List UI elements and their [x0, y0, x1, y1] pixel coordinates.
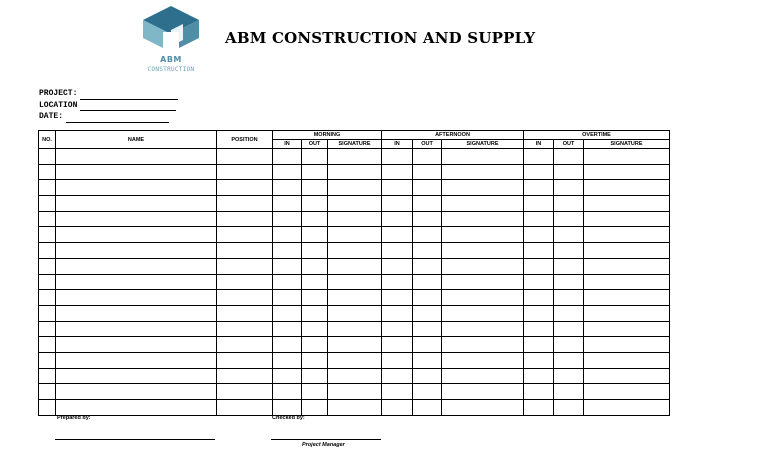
overtime-signature: SIGNATURE	[584, 140, 670, 149]
table-cell[interactable]	[524, 321, 554, 337]
table-cell[interactable]	[302, 337, 328, 353]
table-cell[interactable]	[217, 258, 273, 274]
table-cell[interactable]	[217, 274, 273, 290]
table-cell[interactable]	[584, 368, 670, 384]
location-field[interactable]	[39, 100, 178, 112]
table-row	[39, 368, 670, 384]
date-field[interactable]	[39, 111, 178, 123]
table-cell[interactable]	[413, 337, 442, 353]
table-cell[interactable]	[584, 274, 670, 290]
table-cell[interactable]	[554, 196, 584, 212]
table-cell[interactable]	[442, 227, 524, 243]
table-cell[interactable]	[302, 164, 328, 180]
table-cell[interactable]	[273, 337, 302, 353]
table-cell[interactable]	[39, 384, 56, 400]
table-cell[interactable]	[524, 290, 554, 306]
table-cell[interactable]	[39, 164, 56, 180]
table-cell[interactable]	[382, 227, 413, 243]
table-cell[interactable]	[56, 400, 217, 416]
table-cell[interactable]	[39, 337, 56, 353]
table-cell[interactable]	[554, 274, 584, 290]
table-row	[39, 290, 670, 306]
table-cell[interactable]	[413, 368, 442, 384]
table-cell[interactable]	[217, 196, 273, 212]
table-cell[interactable]	[554, 180, 584, 196]
logo-subtitle: CONSTRUCTION	[147, 66, 195, 73]
table-cell[interactable]	[584, 164, 670, 180]
table-cell[interactable]	[39, 258, 56, 274]
table-cell[interactable]	[39, 274, 56, 290]
table-cell[interactable]	[413, 258, 442, 274]
table-cell[interactable]	[442, 305, 524, 321]
morning-in: IN	[273, 140, 302, 149]
table-cell[interactable]	[554, 352, 584, 368]
table-cell[interactable]	[584, 180, 670, 196]
table-cell[interactable]	[273, 258, 302, 274]
table-cell[interactable]	[273, 290, 302, 306]
table-cell[interactable]	[302, 305, 328, 321]
table-cell[interactable]	[302, 211, 328, 227]
table-cell[interactable]	[524, 305, 554, 321]
table-cell[interactable]	[584, 400, 670, 416]
col-position: POSITION	[217, 131, 273, 149]
table-cell[interactable]	[273, 243, 302, 259]
location-line[interactable]	[80, 103, 176, 111]
table-cell[interactable]	[328, 337, 382, 353]
group-morning: MORNING	[273, 131, 382, 140]
table-cell[interactable]	[302, 400, 328, 416]
table-cell[interactable]	[56, 164, 217, 180]
table-cell[interactable]	[524, 211, 554, 227]
table-cell[interactable]	[382, 352, 413, 368]
table-cell[interactable]	[413, 290, 442, 306]
table-cell[interactable]	[554, 384, 584, 400]
table-cell[interactable]	[302, 258, 328, 274]
table-cell[interactable]	[56, 274, 217, 290]
table-cell[interactable]	[328, 258, 382, 274]
table-cell[interactable]	[328, 274, 382, 290]
table-cell[interactable]	[39, 400, 56, 416]
table-cell[interactable]	[382, 384, 413, 400]
table-cell[interactable]	[584, 227, 670, 243]
table-cell[interactable]	[328, 211, 382, 227]
table-cell[interactable]	[273, 274, 302, 290]
table-cell[interactable]	[442, 196, 524, 212]
table-cell[interactable]	[554, 305, 584, 321]
afternoon-signature: SIGNATURE	[442, 140, 524, 149]
table-cell[interactable]	[524, 274, 554, 290]
table-cell[interactable]	[442, 164, 524, 180]
table-cell[interactable]	[382, 180, 413, 196]
table-cell[interactable]	[328, 321, 382, 337]
date-line[interactable]	[66, 115, 169, 123]
table-cell[interactable]	[302, 368, 328, 384]
table-cell[interactable]	[56, 258, 217, 274]
table-row	[39, 337, 670, 353]
table-cell[interactable]	[56, 368, 217, 384]
overtime-out: OUT	[554, 140, 584, 149]
table-cell[interactable]	[273, 149, 302, 165]
table-cell[interactable]	[524, 243, 554, 259]
table-cell[interactable]	[302, 321, 328, 337]
table-cell[interactable]	[524, 196, 554, 212]
table-cell[interactable]	[584, 337, 670, 353]
table-cell[interactable]	[442, 211, 524, 227]
group-afternoon: AFTERNOON	[382, 131, 524, 140]
table-body	[39, 149, 670, 416]
table-cell[interactable]	[442, 180, 524, 196]
table-cell[interactable]	[584, 243, 670, 259]
table-cell[interactable]	[328, 290, 382, 306]
table-cell[interactable]	[56, 180, 217, 196]
table-cell[interactable]	[273, 352, 302, 368]
table-cell[interactable]	[382, 321, 413, 337]
table-cell[interactable]	[524, 149, 554, 165]
checked-by-label: Checked by:	[272, 415, 305, 421]
table-cell[interactable]	[39, 290, 56, 306]
overtime-in: IN	[524, 140, 554, 149]
table-cell[interactable]	[328, 149, 382, 165]
table-cell[interactable]	[302, 227, 328, 243]
table-cell[interactable]	[413, 321, 442, 337]
table-cell[interactable]	[442, 290, 524, 306]
table-cell[interactable]	[554, 368, 584, 384]
table-cell[interactable]	[554, 211, 584, 227]
table-cell[interactable]	[442, 400, 524, 416]
table-cell[interactable]	[524, 227, 554, 243]
table-row	[39, 164, 670, 180]
group-overtime: OVERTIME	[524, 131, 670, 140]
table-cell[interactable]	[56, 337, 217, 353]
table-cell[interactable]	[217, 211, 273, 227]
table-cell[interactable]	[382, 149, 413, 165]
logo-word: ABM	[160, 55, 182, 64]
table-cell[interactable]	[382, 258, 413, 274]
table-cell[interactable]	[554, 337, 584, 353]
document-title: ABM CONSTRUCTION AND SUPPLY	[225, 29, 536, 47]
table-cell[interactable]	[328, 368, 382, 384]
table-cell[interactable]	[217, 400, 273, 416]
table-cell[interactable]	[273, 400, 302, 416]
table-cell[interactable]	[413, 384, 442, 400]
col-name: NAME	[56, 131, 217, 149]
table-cell[interactable]	[217, 352, 273, 368]
table-cell[interactable]	[302, 180, 328, 196]
table-cell[interactable]	[217, 368, 273, 384]
table-cell[interactable]	[217, 164, 273, 180]
table-cell[interactable]	[382, 196, 413, 212]
table-cell[interactable]	[413, 211, 442, 227]
table-cell[interactable]	[328, 352, 382, 368]
table-cell[interactable]	[39, 196, 56, 212]
location-label: LOCATION	[39, 100, 78, 110]
table-cell[interactable]	[442, 274, 524, 290]
table-cell[interactable]	[554, 227, 584, 243]
table-cell[interactable]	[584, 321, 670, 337]
table-cell[interactable]	[56, 321, 217, 337]
table-cell[interactable]	[382, 164, 413, 180]
project-line[interactable]	[80, 92, 178, 100]
table-cell[interactable]	[217, 243, 273, 259]
table-cell[interactable]	[328, 196, 382, 212]
date-label: DATE:	[39, 112, 64, 121]
table-cell[interactable]	[524, 400, 554, 416]
morning-out: OUT	[302, 140, 328, 149]
table-cell[interactable]	[442, 352, 524, 368]
table-cell[interactable]	[554, 321, 584, 337]
table-cell[interactable]	[584, 211, 670, 227]
table-cell[interactable]	[39, 321, 56, 337]
table-cell[interactable]	[302, 196, 328, 212]
table-cell[interactable]	[382, 337, 413, 353]
table-cell[interactable]	[413, 180, 442, 196]
table-cell[interactable]	[328, 227, 382, 243]
table-cell[interactable]	[39, 243, 56, 259]
table-cell[interactable]	[413, 164, 442, 180]
table-cell[interactable]	[413, 274, 442, 290]
table-cell[interactable]	[413, 149, 442, 165]
table-cell[interactable]	[554, 290, 584, 306]
table-cell[interactable]	[56, 196, 217, 212]
table-cell[interactable]	[39, 352, 56, 368]
table-row	[39, 305, 670, 321]
table-row	[39, 352, 670, 368]
table-cell[interactable]	[584, 305, 670, 321]
table-cell[interactable]	[328, 305, 382, 321]
table-cell[interactable]	[217, 384, 273, 400]
table-cell[interactable]	[584, 196, 670, 212]
table-row	[39, 180, 670, 196]
table-cell[interactable]	[524, 258, 554, 274]
table-cell[interactable]	[584, 384, 670, 400]
table-cell[interactable]	[56, 227, 217, 243]
table-cell[interactable]	[584, 352, 670, 368]
table-row	[39, 258, 670, 274]
table-cell[interactable]	[39, 149, 56, 165]
table-cell[interactable]	[217, 290, 273, 306]
table-cell[interactable]	[413, 352, 442, 368]
table-cell[interactable]	[328, 243, 382, 259]
project-field[interactable]	[39, 88, 178, 100]
table-cell[interactable]	[328, 384, 382, 400]
table-cell[interactable]	[524, 368, 554, 384]
table-cell[interactable]	[39, 211, 56, 227]
table-cell[interactable]	[302, 274, 328, 290]
table-cell[interactable]	[554, 400, 584, 416]
table-cell[interactable]	[56, 243, 217, 259]
table-cell[interactable]	[56, 305, 217, 321]
table-row	[39, 243, 670, 259]
table-cell[interactable]	[554, 149, 584, 165]
table-cell[interactable]	[39, 180, 56, 196]
table-cell[interactable]	[328, 400, 382, 416]
table-cell[interactable]	[442, 149, 524, 165]
table-cell[interactable]	[442, 384, 524, 400]
table-cell[interactable]	[524, 352, 554, 368]
table-row	[39, 384, 670, 400]
prepared-by-line[interactable]	[55, 439, 215, 440]
table-cell[interactable]	[328, 180, 382, 196]
table-row	[39, 321, 670, 337]
table-cell[interactable]	[273, 321, 302, 337]
table-cell[interactable]	[56, 352, 217, 368]
table-cell[interactable]	[382, 243, 413, 259]
table-cell[interactable]	[217, 305, 273, 321]
table-cell[interactable]	[554, 258, 584, 274]
table-cell[interactable]	[217, 180, 273, 196]
table-cell[interactable]	[442, 337, 524, 353]
table-cell[interactable]	[382, 368, 413, 384]
table-cell[interactable]	[273, 211, 302, 227]
table-cell[interactable]	[273, 196, 302, 212]
table-cell[interactable]	[39, 227, 56, 243]
table-cell[interactable]	[273, 384, 302, 400]
table-cell[interactable]	[217, 337, 273, 353]
table-row	[39, 149, 670, 165]
table-cell[interactable]	[584, 149, 670, 165]
prepared-by-label: Prepared by:	[57, 415, 91, 421]
col-no: NO.	[39, 131, 56, 149]
table-cell[interactable]	[217, 227, 273, 243]
table-cell[interactable]	[554, 164, 584, 180]
attendance-table	[38, 130, 670, 416]
table-cell[interactable]	[382, 290, 413, 306]
table-cell[interactable]	[524, 164, 554, 180]
table-cell[interactable]	[328, 164, 382, 180]
table-cell[interactable]	[442, 258, 524, 274]
table-cell[interactable]	[273, 164, 302, 180]
table-row	[39, 211, 670, 227]
table-cell[interactable]	[302, 384, 328, 400]
project-manager-label: Project Manager	[302, 442, 345, 448]
table-cell[interactable]	[217, 321, 273, 337]
table-cell[interactable]	[382, 274, 413, 290]
table-cell[interactable]	[442, 243, 524, 259]
table-cell[interactable]	[302, 352, 328, 368]
table-cell[interactable]	[302, 290, 328, 306]
table-cell[interactable]	[302, 149, 328, 165]
table-cell[interactable]	[273, 227, 302, 243]
table-cell[interactable]	[413, 227, 442, 243]
table-cell[interactable]	[273, 180, 302, 196]
checked-by-line[interactable]	[271, 439, 381, 440]
table-cell[interactable]	[39, 368, 56, 384]
header-fields	[39, 88, 178, 123]
table-cell[interactable]	[382, 400, 413, 416]
project-label: PROJECT:	[39, 89, 78, 98]
table-cell[interactable]	[413, 196, 442, 212]
table-cell[interactable]	[39, 305, 56, 321]
table-cell[interactable]	[554, 243, 584, 259]
table-cell[interactable]	[382, 305, 413, 321]
table-cell[interactable]	[273, 368, 302, 384]
table-row	[39, 196, 670, 212]
table-cell[interactable]	[413, 243, 442, 259]
table-cell[interactable]	[273, 305, 302, 321]
table-cell[interactable]	[413, 305, 442, 321]
table-cell[interactable]	[382, 211, 413, 227]
table-cell[interactable]	[217, 149, 273, 165]
table-row	[39, 400, 670, 416]
table-cell[interactable]	[584, 290, 670, 306]
table-row	[39, 274, 670, 290]
morning-signature: SIGNATURE	[328, 140, 382, 149]
table-row	[39, 227, 670, 243]
table-cell[interactable]	[56, 290, 217, 306]
table-cell[interactable]	[524, 180, 554, 196]
table-cell[interactable]	[584, 258, 670, 274]
afternoon-out: OUT	[413, 140, 442, 149]
table-cell[interactable]	[56, 149, 217, 165]
table-cell[interactable]	[56, 211, 217, 227]
table-cell[interactable]	[442, 321, 524, 337]
table-cell[interactable]	[302, 243, 328, 259]
table-cell[interactable]	[524, 337, 554, 353]
table-cell[interactable]	[524, 384, 554, 400]
table-cell[interactable]	[56, 384, 217, 400]
table-cell[interactable]	[413, 400, 442, 416]
table-cell[interactable]	[442, 368, 524, 384]
afternoon-in: IN	[382, 140, 413, 149]
